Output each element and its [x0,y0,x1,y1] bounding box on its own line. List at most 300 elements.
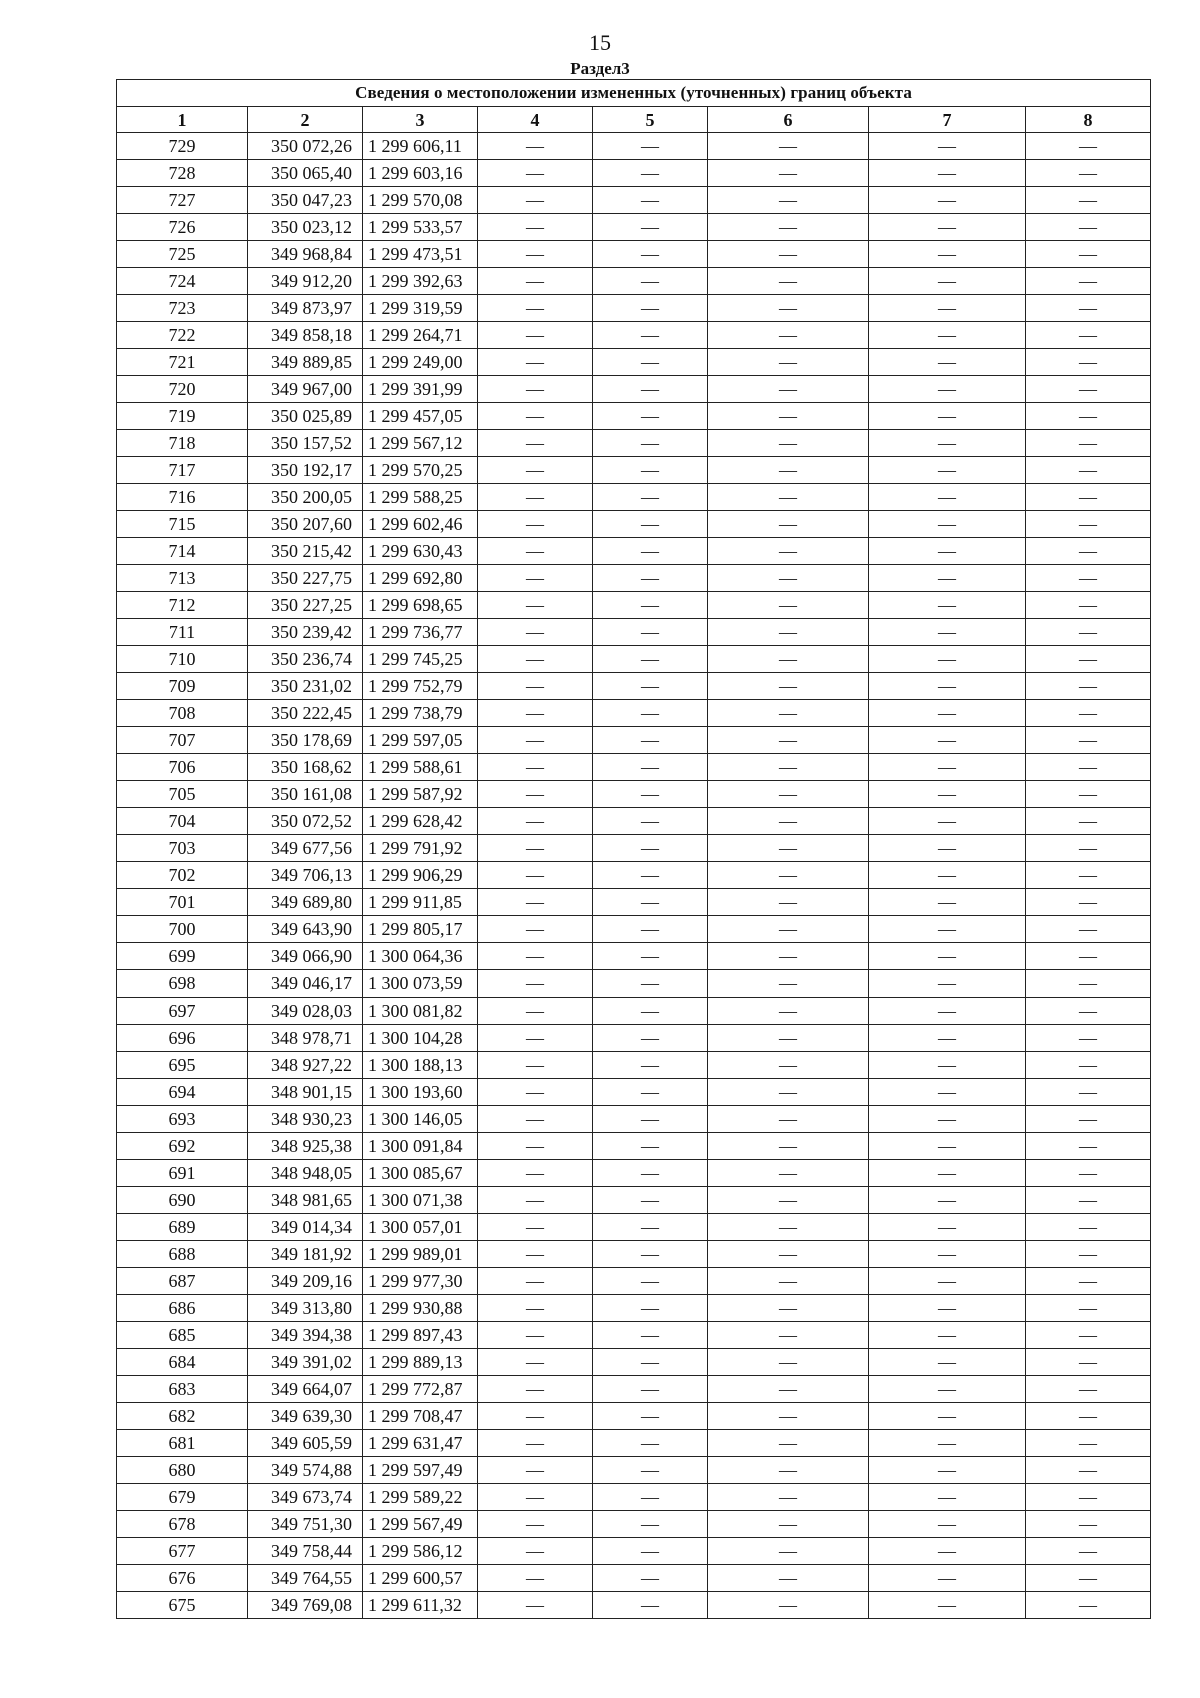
table-row [117,133,1151,160]
empty-cell-col-7: — [869,916,1026,943]
y-coordinate-cell: 1 299 586,12 [363,1537,478,1564]
empty-cell-col-8: — [1026,1024,1151,1051]
table-row [117,484,1151,511]
empty-cell-col-5: — [593,1240,708,1267]
empty-cell-col-4: — [478,241,593,268]
table-row [117,1267,1151,1294]
x-coordinate-cell: 350 227,25 [248,592,363,619]
point-number-cell: 682 [117,1402,248,1429]
empty-cell-col-7: — [869,1591,1026,1618]
x-coordinate-cell: 349 689,80 [248,889,363,916]
empty-cell-col-8: — [1026,295,1151,322]
empty-cell-col-7: — [869,565,1026,592]
y-coordinate-cell: 1 299 603,16 [363,160,478,187]
empty-cell-col-8: — [1026,1375,1151,1402]
y-coordinate-cell: 1 299 692,80 [363,565,478,592]
empty-cell-col-7: — [869,376,1026,403]
table-row [117,538,1151,565]
empty-cell-col-7: — [869,187,1026,214]
page-number: 15 [589,30,611,55]
empty-cell-col-7: — [869,1159,1026,1186]
empty-cell-col-8: — [1026,1240,1151,1267]
empty-cell-col-4: — [478,133,593,160]
y-coordinate-cell: 1 299 567,12 [363,430,478,457]
table-row [117,268,1151,295]
y-coordinate-cell: 1 299 911,85 [363,889,478,916]
empty-cell-col-8: — [1026,565,1151,592]
empty-cell-col-6: — [708,1402,869,1429]
point-number-cell: 689 [117,1213,248,1240]
table-row [117,214,1151,241]
empty-cell-col-8: — [1026,187,1151,214]
table-row [117,1402,1151,1429]
y-coordinate-cell: 1 299 457,05 [363,403,478,430]
x-coordinate-cell: 348 927,22 [248,1051,363,1078]
empty-cell-col-8: — [1026,1186,1151,1213]
empty-cell-col-5: — [593,1429,708,1456]
table-row [117,403,1151,430]
column-number-7: 7 [869,107,1026,133]
empty-cell-col-7: — [869,997,1026,1024]
point-number-cell: 708 [117,700,248,727]
empty-cell-col-7: — [869,673,1026,700]
table-row [117,1078,1151,1105]
x-coordinate-cell: 350 047,23 [248,187,363,214]
empty-cell-col-4: — [478,349,593,376]
empty-cell-col-8: — [1026,1429,1151,1456]
point-number-cell: 704 [117,808,248,835]
point-number-cell: 692 [117,1132,248,1159]
y-coordinate-cell: 1 299 897,43 [363,1321,478,1348]
empty-cell-col-7: — [869,970,1026,997]
point-number-cell: 723 [117,295,248,322]
x-coordinate-cell: 350 072,52 [248,808,363,835]
empty-cell-col-4: — [478,673,593,700]
y-coordinate-cell: 1 299 752,79 [363,673,478,700]
x-coordinate-cell: 348 978,71 [248,1024,363,1051]
empty-cell-col-7: — [869,457,1026,484]
empty-cell-col-8: — [1026,673,1151,700]
y-coordinate-cell: 1 299 989,01 [363,1240,478,1267]
empty-cell-col-5: — [593,808,708,835]
point-number-cell: 694 [117,1078,248,1105]
empty-cell-col-8: — [1026,1078,1151,1105]
y-coordinate-cell: 1 299 977,30 [363,1267,478,1294]
empty-cell-col-6: — [708,943,869,970]
empty-cell-col-8: — [1026,484,1151,511]
x-coordinate-cell: 349 391,02 [248,1348,363,1375]
point-number-cell: 679 [117,1483,248,1510]
empty-cell-col-6: — [708,133,869,160]
point-number-cell: 707 [117,727,248,754]
point-number-cell: 688 [117,1240,248,1267]
empty-cell-col-6: — [708,673,869,700]
empty-cell-col-7: — [869,1429,1026,1456]
point-number-cell: 729 [117,133,248,160]
point-number-cell: 680 [117,1456,248,1483]
y-coordinate-cell: 1 299 736,77 [363,619,478,646]
empty-cell-col-5: — [593,1294,708,1321]
empty-cell-col-5: — [593,1051,708,1078]
empty-cell-col-5: — [593,1078,708,1105]
empty-cell-col-4: — [478,1132,593,1159]
table-row [117,295,1151,322]
empty-cell-col-6: — [708,484,869,511]
empty-cell-col-6: — [708,322,869,349]
empty-cell-col-7: — [869,1456,1026,1483]
x-coordinate-cell: 350 192,17 [248,457,363,484]
empty-cell-col-4: — [478,1591,593,1618]
x-coordinate-cell: 350 023,12 [248,214,363,241]
x-coordinate-cell: 349 758,44 [248,1537,363,1564]
point-number-cell: 695 [117,1051,248,1078]
empty-cell-col-6: — [708,295,869,322]
point-number-cell: 728 [117,160,248,187]
empty-cell-col-7: — [869,727,1026,754]
empty-cell-col-4: — [478,511,593,538]
point-number-cell: 690 [117,1186,248,1213]
table-row [117,1159,1151,1186]
empty-cell-col-5: — [593,916,708,943]
empty-cell-col-6: — [708,268,869,295]
empty-cell-col-8: — [1026,538,1151,565]
empty-cell-col-4: — [478,430,593,457]
table-row [117,1321,1151,1348]
empty-cell-col-5: — [593,1321,708,1348]
y-coordinate-cell: 1 299 597,05 [363,727,478,754]
y-coordinate-cell: 1 299 319,59 [363,295,478,322]
empty-cell-col-5: — [593,1402,708,1429]
table-row [117,916,1151,943]
empty-cell-col-7: — [869,1132,1026,1159]
empty-cell-col-6: — [708,1375,869,1402]
empty-cell-col-8: — [1026,403,1151,430]
y-coordinate-cell: 1 299 708,47 [363,1402,478,1429]
y-coordinate-cell: 1 299 738,79 [363,700,478,727]
empty-cell-col-5: — [593,1186,708,1213]
empty-cell-col-8: — [1026,1348,1151,1375]
empty-cell-col-6: — [708,241,869,268]
table-row [117,646,1151,673]
empty-cell-col-7: — [869,241,1026,268]
empty-cell-col-5: — [593,295,708,322]
x-coordinate-cell: 349 968,84 [248,241,363,268]
empty-cell-col-8: — [1026,1213,1151,1240]
empty-cell-col-4: — [478,862,593,889]
empty-cell-col-6: — [708,808,869,835]
x-coordinate-cell: 348 948,05 [248,1159,363,1186]
point-number-cell: 676 [117,1564,248,1591]
empty-cell-col-7: — [869,1186,1026,1213]
y-coordinate-cell: 1 299 606,11 [363,133,478,160]
empty-cell-col-8: — [1026,1591,1151,1618]
table-row [117,1510,1151,1537]
y-coordinate-cell: 1 300 104,28 [363,1024,478,1051]
y-coordinate-cell: 1 299 249,00 [363,349,478,376]
empty-cell-col-5: — [593,592,708,619]
x-coordinate-cell: 349 764,55 [248,1564,363,1591]
point-number-cell: 713 [117,565,248,592]
empty-cell-col-6: — [708,1510,869,1537]
empty-cell-col-4: — [478,1105,593,1132]
table-caption: Сведения о местоположении измененных (уточненных) границ объекта [117,80,1151,107]
y-coordinate-cell: 1 299 906,29 [363,862,478,889]
x-coordinate-cell: 349 574,88 [248,1456,363,1483]
empty-cell-col-7: — [869,1564,1026,1591]
table-row [117,1294,1151,1321]
x-coordinate-cell: 350 072,26 [248,133,363,160]
table-row [117,1024,1151,1051]
empty-cell-col-7: — [869,511,1026,538]
empty-cell-col-5: — [593,700,708,727]
empty-cell-col-8: — [1026,322,1151,349]
empty-cell-col-7: — [869,754,1026,781]
x-coordinate-cell: 349 751,30 [248,1510,363,1537]
y-coordinate-cell: 1 299 392,63 [363,268,478,295]
y-coordinate-cell: 1 299 805,17 [363,916,478,943]
x-coordinate-cell: 349 673,74 [248,1483,363,1510]
point-number-cell: 701 [117,889,248,916]
point-number-cell: 717 [117,457,248,484]
empty-cell-col-7: — [869,133,1026,160]
empty-cell-col-6: — [708,1294,869,1321]
y-coordinate-cell: 1 299 588,61 [363,754,478,781]
x-coordinate-cell: 349 889,85 [248,349,363,376]
table-row [117,187,1151,214]
point-number-cell: 675 [117,1591,248,1618]
empty-cell-col-6: — [708,916,869,943]
table-body [117,133,1151,1619]
y-coordinate-cell: 1 299 597,49 [363,1456,478,1483]
section-label: Раздел3 [570,59,630,78]
empty-cell-col-5: — [593,349,708,376]
empty-cell-col-5: — [593,1267,708,1294]
empty-cell-col-4: — [478,376,593,403]
empty-cell-col-5: — [593,1105,708,1132]
empty-cell-col-4: — [478,835,593,862]
table-row [117,1537,1151,1564]
empty-cell-col-5: — [593,1564,708,1591]
x-coordinate-cell: 350 178,69 [248,727,363,754]
empty-cell-col-5: — [593,889,708,916]
empty-cell-col-6: — [708,1564,869,1591]
table-row [117,457,1151,484]
empty-cell-col-4: — [478,1078,593,1105]
empty-cell-col-8: — [1026,1564,1151,1591]
empty-cell-col-8: — [1026,808,1151,835]
column-number-2: 2 [248,107,363,133]
empty-cell-col-6: — [708,727,869,754]
empty-cell-col-6: — [708,781,869,808]
empty-cell-col-4: — [478,1267,593,1294]
table-row [117,1456,1151,1483]
empty-cell-col-8: — [1026,430,1151,457]
empty-cell-col-4: — [478,916,593,943]
empty-cell-col-5: — [593,376,708,403]
empty-cell-col-7: — [869,700,1026,727]
point-number-cell: 726 [117,214,248,241]
empty-cell-col-7: — [869,862,1026,889]
point-number-cell: 699 [117,943,248,970]
empty-cell-col-4: — [478,1213,593,1240]
empty-cell-col-5: — [593,862,708,889]
x-coordinate-cell: 349 873,97 [248,295,363,322]
empty-cell-col-6: — [708,160,869,187]
empty-cell-col-8: — [1026,1483,1151,1510]
empty-cell-col-7: — [869,214,1026,241]
table-row [117,1483,1151,1510]
y-coordinate-cell: 1 299 889,13 [363,1348,478,1375]
point-number-cell: 727 [117,187,248,214]
empty-cell-col-8: — [1026,1294,1151,1321]
empty-cell-col-5: — [593,1510,708,1537]
empty-cell-col-5: — [593,1348,708,1375]
point-number-cell: 677 [117,1537,248,1564]
empty-cell-col-8: — [1026,592,1151,619]
empty-cell-col-7: — [869,1213,1026,1240]
x-coordinate-cell: 349 046,17 [248,970,363,997]
empty-cell-col-8: — [1026,268,1151,295]
empty-cell-col-8: — [1026,1321,1151,1348]
empty-cell-col-6: — [708,1078,869,1105]
x-coordinate-cell: 349 181,92 [248,1240,363,1267]
empty-cell-col-7: — [869,1483,1026,1510]
empty-cell-col-6: — [708,1591,869,1618]
y-coordinate-cell: 1 300 064,36 [363,943,478,970]
y-coordinate-cell: 1 299 473,51 [363,241,478,268]
empty-cell-col-5: — [593,619,708,646]
table-row [117,430,1151,457]
x-coordinate-cell: 349 858,18 [248,322,363,349]
point-number-cell: 724 [117,268,248,295]
empty-cell-col-4: — [478,1294,593,1321]
table-row [117,1132,1151,1159]
y-coordinate-cell: 1 300 081,82 [363,997,478,1024]
empty-cell-col-7: — [869,430,1026,457]
empty-cell-col-7: — [869,1321,1026,1348]
x-coordinate-cell: 350 222,45 [248,700,363,727]
empty-cell-col-7: — [869,889,1026,916]
empty-cell-col-5: — [593,1375,708,1402]
empty-cell-col-6: — [708,1051,869,1078]
y-coordinate-cell: 1 299 533,57 [363,214,478,241]
empty-cell-col-5: — [593,781,708,808]
empty-cell-col-4: — [478,565,593,592]
empty-cell-col-6: — [708,1348,869,1375]
x-coordinate-cell: 349 028,03 [248,997,363,1024]
empty-cell-col-5: — [593,835,708,862]
empty-cell-col-6: — [708,430,869,457]
x-coordinate-cell: 349 664,07 [248,1375,363,1402]
empty-cell-col-7: — [869,349,1026,376]
empty-cell-col-5: — [593,241,708,268]
y-coordinate-cell: 1 299 600,57 [363,1564,478,1591]
x-coordinate-cell: 349 639,30 [248,1402,363,1429]
table-row [117,970,1151,997]
empty-cell-col-7: — [869,646,1026,673]
empty-cell-col-6: — [708,565,869,592]
empty-cell-col-4: — [478,538,593,565]
y-coordinate-cell: 1 299 630,43 [363,538,478,565]
empty-cell-col-5: — [593,943,708,970]
empty-cell-col-6: — [708,862,869,889]
empty-cell-col-7: — [869,1105,1026,1132]
x-coordinate-cell: 348 925,38 [248,1132,363,1159]
point-number-cell: 702 [117,862,248,889]
empty-cell-col-7: — [869,268,1026,295]
empty-cell-col-6: — [708,1132,869,1159]
empty-cell-col-7: — [869,538,1026,565]
empty-cell-col-6: — [708,646,869,673]
empty-cell-col-5: — [593,538,708,565]
table-row [117,997,1151,1024]
point-number-cell: 681 [117,1429,248,1456]
x-coordinate-cell: 349 394,38 [248,1321,363,1348]
table-row [117,943,1151,970]
table-row [117,673,1151,700]
empty-cell-col-6: — [708,1240,869,1267]
table-row [117,1240,1151,1267]
empty-cell-col-8: — [1026,889,1151,916]
empty-cell-col-5: — [593,511,708,538]
empty-cell-col-4: — [478,403,593,430]
point-number-cell: 684 [117,1348,248,1375]
column-number-5: 5 [593,107,708,133]
empty-cell-col-7: — [869,484,1026,511]
point-number-cell: 719 [117,403,248,430]
empty-cell-col-8: — [1026,970,1151,997]
empty-cell-col-5: — [593,673,708,700]
empty-cell-col-4: — [478,295,593,322]
table-row [117,376,1151,403]
empty-cell-col-4: — [478,484,593,511]
empty-cell-col-6: — [708,1105,869,1132]
point-number-cell: 722 [117,322,248,349]
empty-cell-col-5: — [593,322,708,349]
table-row [117,241,1151,268]
empty-cell-col-8: — [1026,160,1151,187]
empty-cell-col-8: — [1026,619,1151,646]
empty-cell-col-5: — [593,484,708,511]
empty-cell-col-6: — [708,1159,869,1186]
empty-cell-col-4: — [478,889,593,916]
empty-cell-col-5: — [593,727,708,754]
empty-cell-col-4: — [478,646,593,673]
empty-cell-col-7: — [869,808,1026,835]
empty-cell-col-7: — [869,1051,1026,1078]
empty-cell-col-8: — [1026,754,1151,781]
empty-cell-col-5: — [593,187,708,214]
table-row [117,349,1151,376]
empty-cell-col-6: — [708,1267,869,1294]
empty-cell-col-6: — [708,700,869,727]
empty-cell-col-6: — [708,1483,869,1510]
empty-cell-col-8: — [1026,1267,1151,1294]
empty-cell-col-4: — [478,727,593,754]
x-coordinate-cell: 349 313,80 [248,1294,363,1321]
empty-cell-col-6: — [708,619,869,646]
empty-cell-col-6: — [708,970,869,997]
empty-cell-col-8: — [1026,214,1151,241]
empty-cell-col-4: — [478,754,593,781]
y-coordinate-cell: 1 300 071,38 [363,1186,478,1213]
empty-cell-col-6: — [708,754,869,781]
empty-cell-col-8: — [1026,1132,1151,1159]
empty-cell-col-8: — [1026,727,1151,754]
empty-cell-col-8: — [1026,835,1151,862]
y-coordinate-cell: 1 299 391,99 [363,376,478,403]
x-coordinate-cell: 350 161,08 [248,781,363,808]
